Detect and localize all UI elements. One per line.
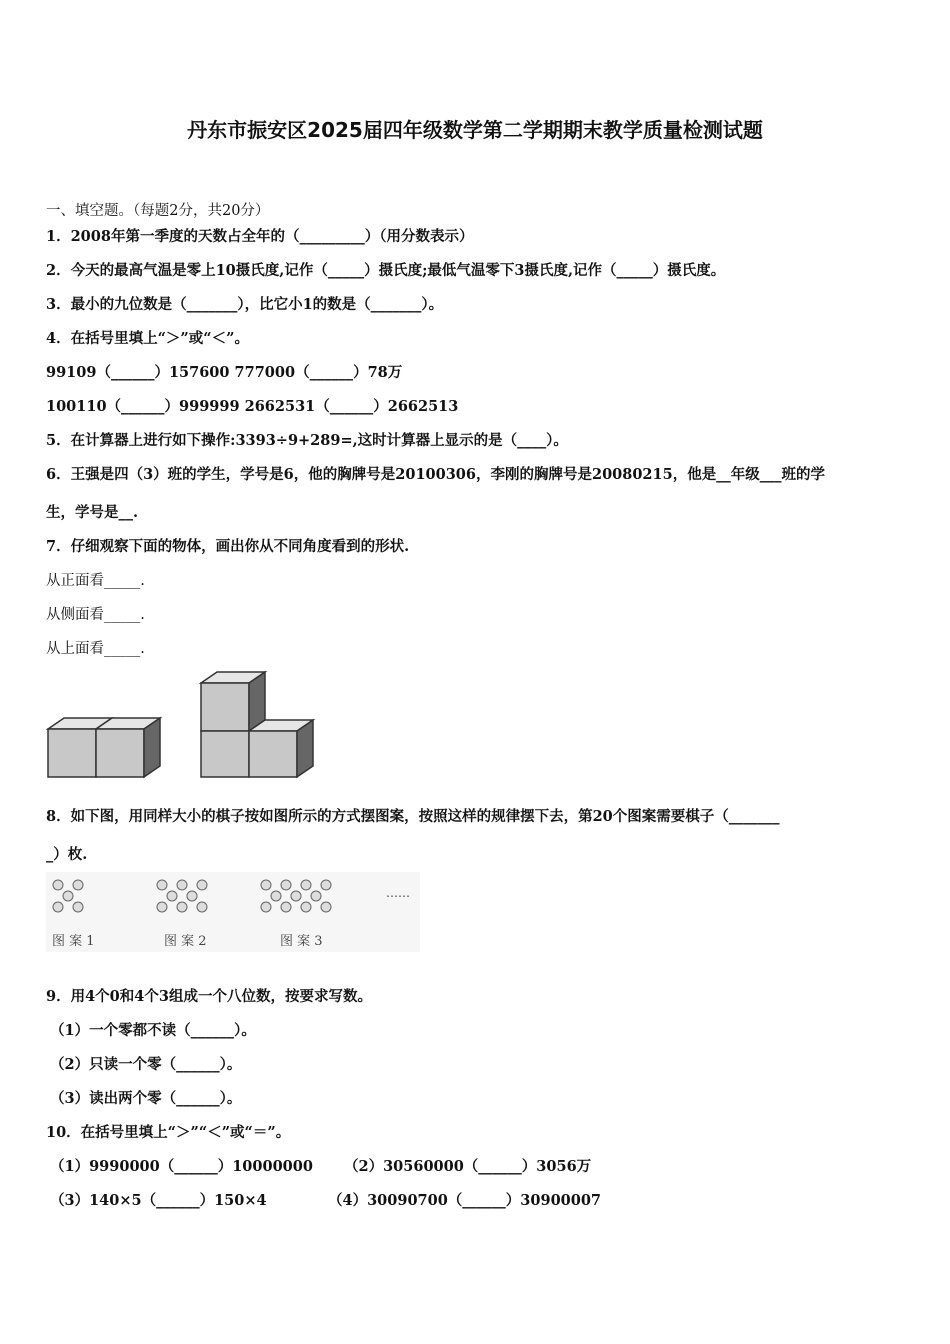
question-6-line-2: 生，学号是__. <box>46 504 139 521</box>
question-10: 10．在括号里填上“＞”“＜”或“＝”。 <box>46 1124 291 1141</box>
pattern-3-caption: 图 案 3 <box>280 934 323 949</box>
question-1: 1．2008年第一季度的天数占全年的（_________）（用分数表示） <box>46 228 474 245</box>
question-10-part-4: （4）30090700（______）30900007 <box>328 1192 602 1209</box>
question-5: 5．在计算器上进行如下操作:3393÷9+289=,这时计算器上显示的是（____）。 <box>46 432 568 449</box>
question-7-side: 从侧面看_____. <box>46 607 145 623</box>
question-9-part-2: （2）只读一个零（______）。 <box>50 1056 242 1073</box>
question-7-front: 从正面看_____. <box>46 573 145 589</box>
question-8-line-1: 8．如下图，用同样大小的棋子按如图所示的方式摆图案，按照这样的规律摆下去，第20个图案需要棋子（_______ <box>46 808 780 825</box>
question-10-part-1: （1）9990000（______）10000000 <box>50 1158 313 1175</box>
question-7-top: 从上面看_____. <box>46 641 145 657</box>
question-3: 3．最小的九位数是（_______），比它小1的数是（_______）。 <box>46 296 444 313</box>
question-9: 9．用4个0和4个3组成一个八位数，按要求写数。 <box>46 988 372 1005</box>
question-2: 2．今天的最高气温是零上10摄氏度,记作（_____）摄氏度;最低气温零下3摄氏度,记作（_____）摄氏度。 <box>46 262 726 279</box>
pattern-dots <box>46 872 420 928</box>
pattern-1-caption: 图 案 1 <box>52 934 95 949</box>
cube-group-left <box>48 718 160 777</box>
question-8-line-2: _）枚. <box>46 846 88 863</box>
question-4: 4．在括号里填上“＞”或“＜”。 <box>46 330 249 347</box>
question-10-part-2: （2）30560000（______）3056万 <box>344 1158 592 1175</box>
question-6-line-1: 6．王强是四（3）班的学生，学号是6，他的胸牌号是20100306，李刚的胸牌号是20080215，他是__年级___班的学 <box>46 466 825 483</box>
page-title: 丹东市振安区2025届四年级数学第二学期期末教学质量检测试题 <box>187 118 763 142</box>
pattern-ellipsis: …… <box>386 886 410 900</box>
question-9-part-1: （1）一个零都不读（______）。 <box>50 1022 256 1039</box>
question-4-row-2: 100110（______）999999 2662531（______）2662513 <box>46 398 459 415</box>
cube-figure <box>44 668 324 784</box>
pattern-figure <box>46 872 420 952</box>
question-9-part-3: （3）读出两个零（______）。 <box>50 1090 242 1107</box>
question-7: 7．仔细观察下面的物体，画出你从不同角度看到的形状. <box>46 538 410 555</box>
question-4-row-1: 99109（______）157600 777000（______）78万 <box>46 364 403 381</box>
section-heading: 一、填空题。（每题2分，共20分） <box>46 203 270 219</box>
question-10-part-3: （3）140×5（______）150×4 <box>50 1192 267 1209</box>
pattern-2-caption: 图 案 2 <box>164 934 207 949</box>
cube-group-right <box>201 672 313 777</box>
